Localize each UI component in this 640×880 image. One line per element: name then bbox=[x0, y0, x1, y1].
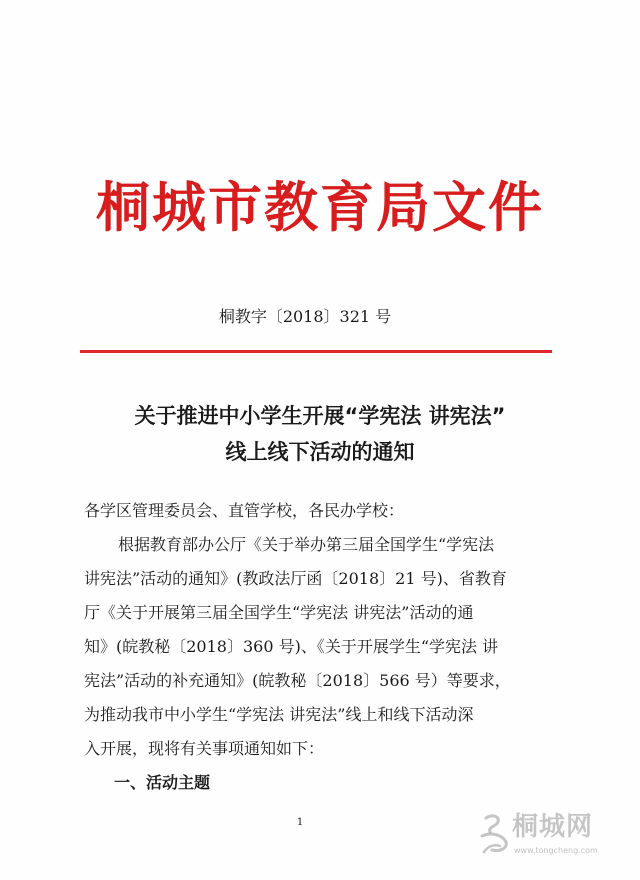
notice-title-line-1: 关于推进中小学生开展“学宪法 讲宪法” bbox=[134, 404, 506, 428]
body-line: 讲宪法”活动的通知》(教政法厅函〔2018〕21 号)、省教育 bbox=[84, 569, 507, 588]
body-line: 知》(皖教秘〔2018〕360 号)、《关于开展学生“学宪法 讲 bbox=[84, 637, 499, 656]
watermark-logo-icon bbox=[478, 812, 512, 856]
body-line: 厅《关于开展第三届全国学生“学宪法 讲宪法”活动的通 bbox=[84, 603, 474, 622]
page-number: 1 bbox=[296, 817, 304, 828]
document-body bbox=[84, 494, 574, 800]
body-line: 为推动我市中小学生“学宪法 讲宪法”线上和线下活动深 bbox=[84, 705, 474, 724]
body-line: 宪法”活动的补充通知》(皖教秘〔2018〕566 号）等要求， bbox=[84, 671, 511, 690]
document-number: 桐教字〔2018〕321 号 bbox=[218, 307, 392, 326]
body-line: 根据教育部办公厅《关于举办第三届全国学生“学宪法 bbox=[118, 535, 495, 554]
notice-title bbox=[0, 398, 640, 470]
red-divider-line bbox=[80, 350, 552, 353]
notice-title-line-2: 线上线下活动的通知 bbox=[225, 440, 415, 464]
section-heading: 一、活动主题 bbox=[114, 773, 211, 792]
watermark-url: www.tongcheng.com bbox=[514, 846, 598, 855]
body-line: 入开展，现将有关事项通知如下： bbox=[84, 739, 325, 758]
addressee-line: 各学区管理委员会、直管学校，各民办学校： bbox=[84, 501, 405, 520]
site-watermark bbox=[478, 808, 628, 868]
document-header-title: 桐城市教育局文件 bbox=[96, 175, 544, 239]
watermark-text: 桐城网 bbox=[512, 812, 594, 842]
